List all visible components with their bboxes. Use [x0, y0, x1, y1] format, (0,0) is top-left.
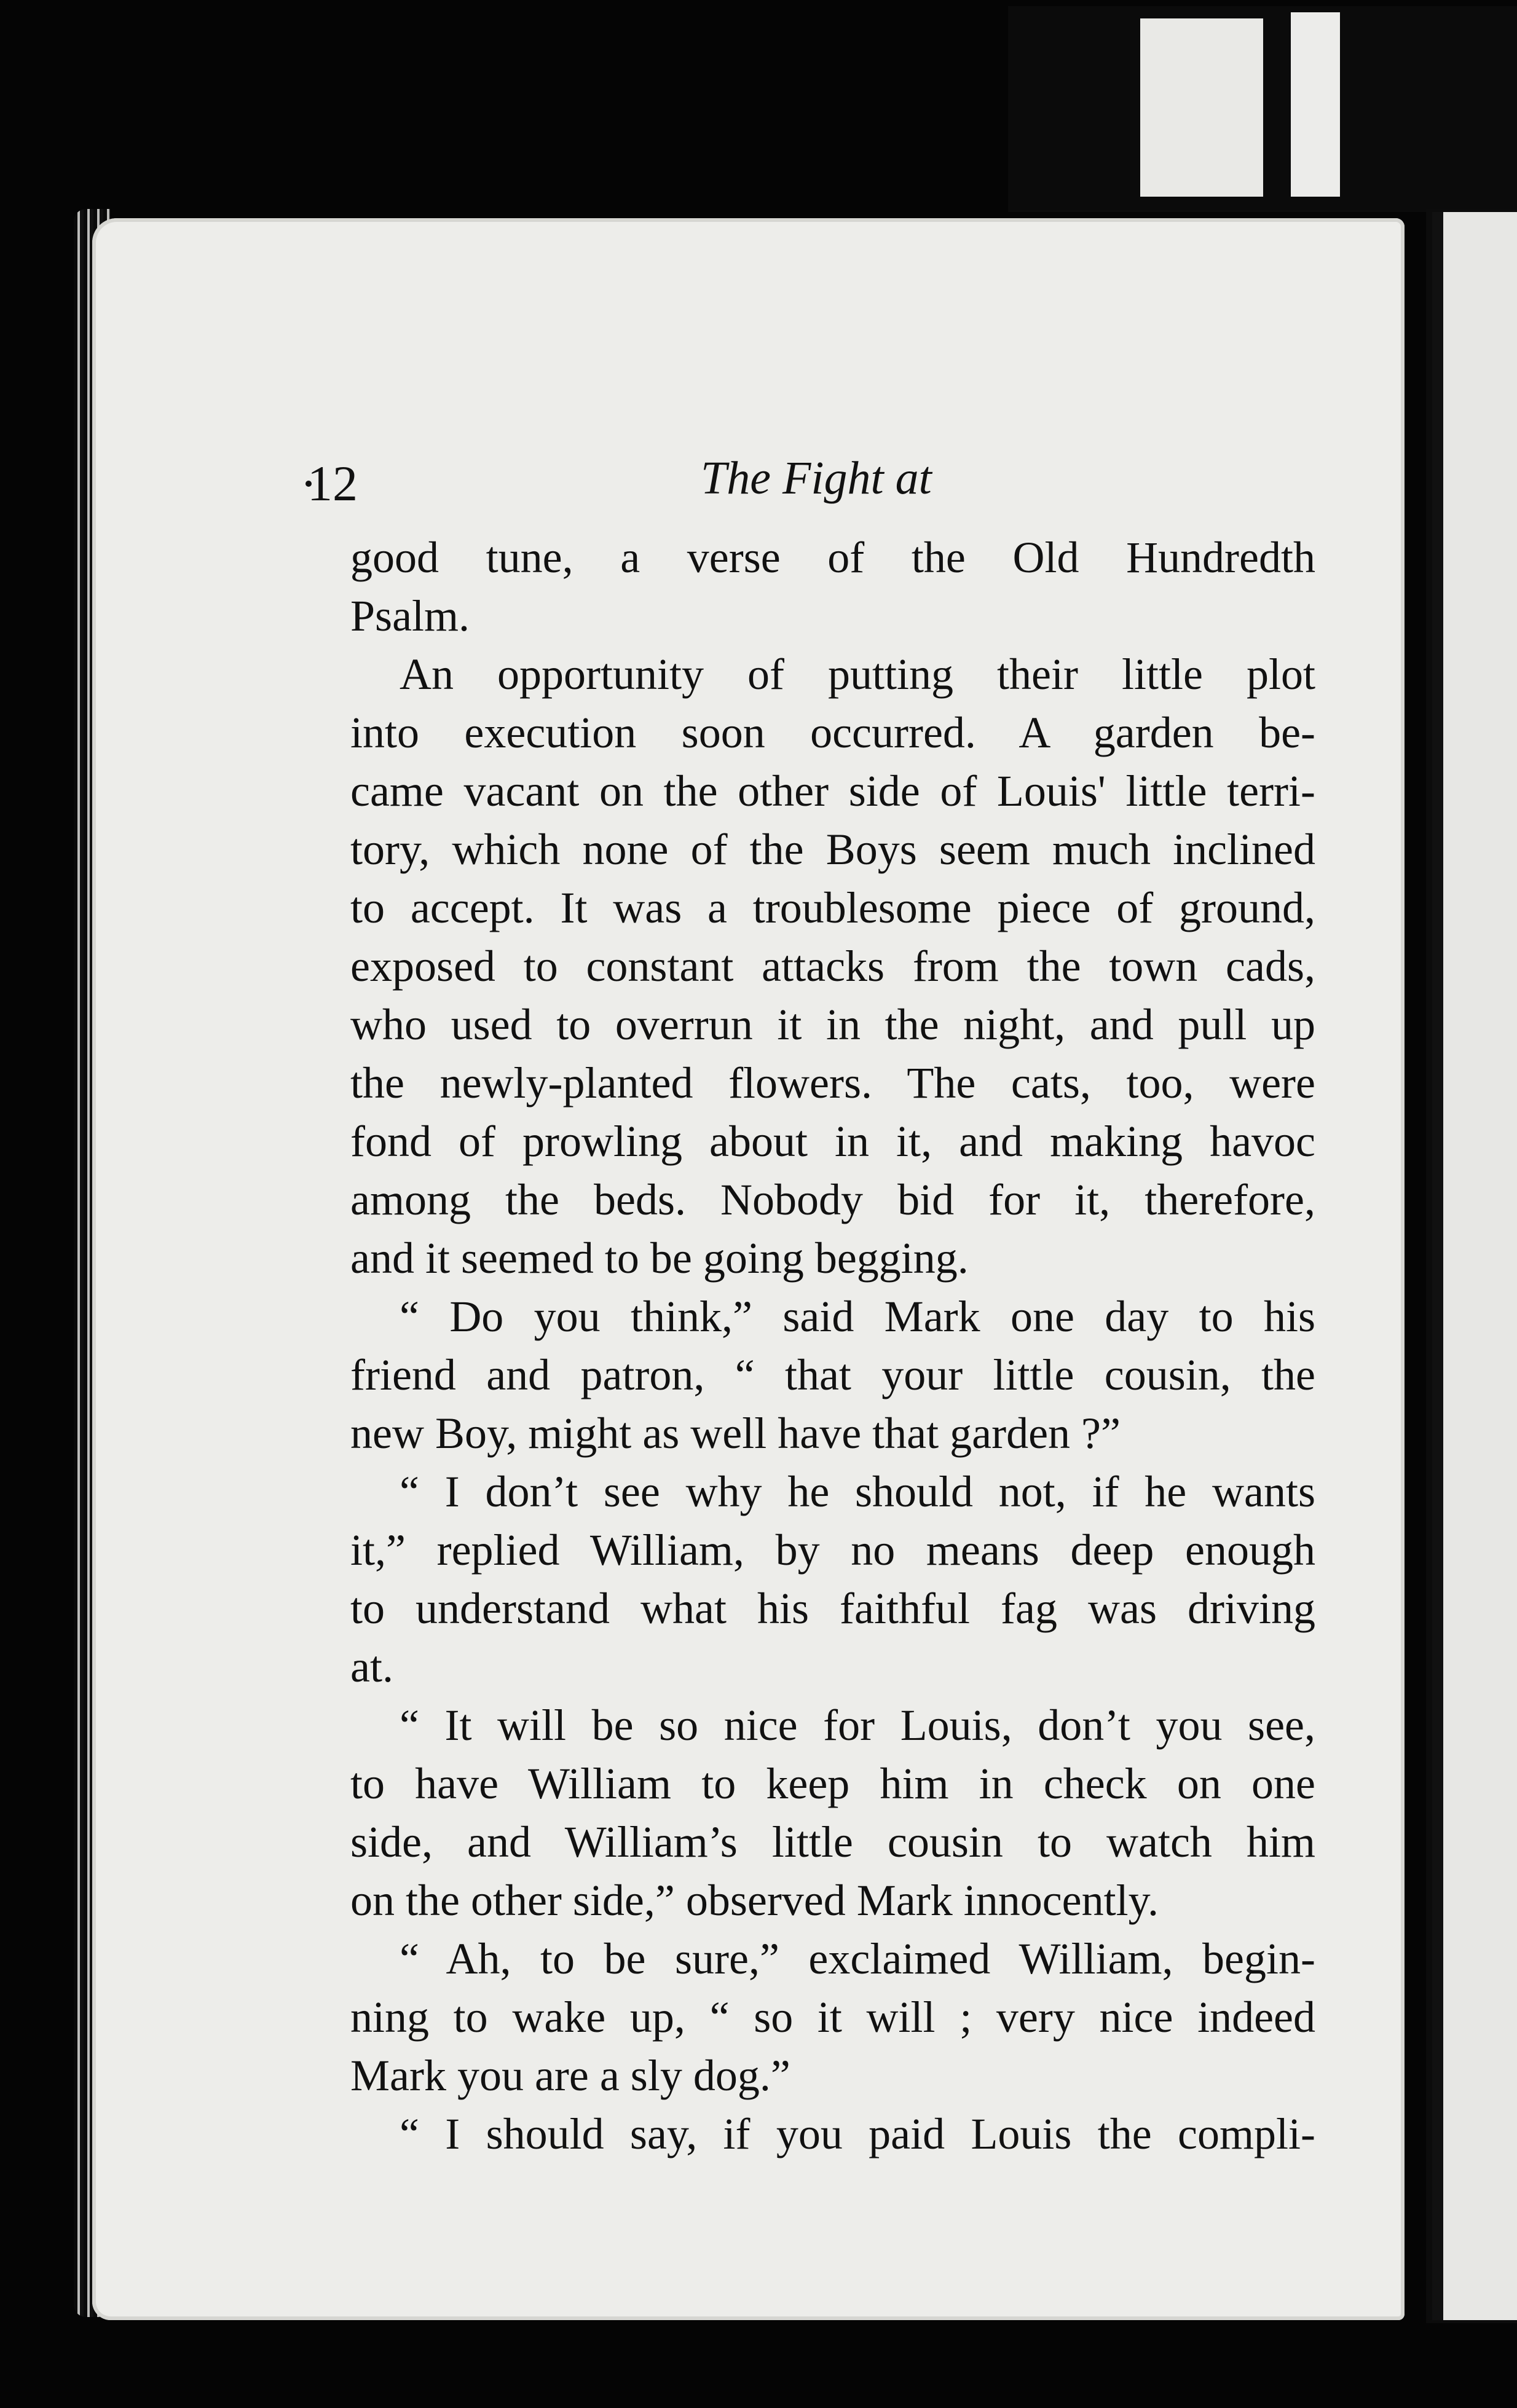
text-line: friend and patron, “ that your little cousin, the	[350, 1350, 1315, 1399]
text-line: “ Do you think,” said Mark one day to his	[400, 1292, 1315, 1341]
text-line: to accept. It was a troublesome piece of ground,	[350, 883, 1315, 932]
adjacent-page-fragment	[1140, 18, 1263, 197]
text-line: tory, which none of the Boys seem much inclined	[350, 825, 1315, 874]
body-text	[350, 529, 1315, 2163]
text-line: Psalm.	[350, 591, 470, 640]
text-line: on the other side,” observed Mark innocently.	[350, 1876, 1159, 1925]
page-number: 12	[307, 455, 358, 511]
text-line: “ I don’t see why he should not, if he wants	[400, 1467, 1315, 1516]
text-line: to understand what his faithful fag was driving	[350, 1584, 1315, 1633]
page-header	[307, 452, 1291, 529]
text-line: who used to overrun it in the night, and pull up	[350, 1000, 1315, 1049]
text-line: at.	[350, 1642, 393, 1691]
text-line: the newly-planted flowers. The cats, too, were	[350, 1058, 1315, 1108]
text-line: An opportunity of putting their little plot	[400, 650, 1315, 699]
text-line: “ Ah, to be sure,” exclaimed William, begin-	[400, 1934, 1315, 1983]
text-line: exposed to constant attacks from the town cads,	[350, 942, 1315, 991]
facing-page	[1432, 212, 1517, 2320]
text-line: good tune, a verse of the Old Hundredth	[350, 533, 1315, 582]
text-line: “ It will be so nice for Louis, don’t you see,	[400, 1701, 1315, 1750]
running-head: The Fight at	[701, 452, 932, 504]
text-line: and it seemed to be going begging.	[350, 1234, 969, 1283]
text-line: side, and William’s little cousin to watch him	[350, 1817, 1315, 1867]
text-line: to have William to keep him in check on one	[350, 1759, 1315, 1808]
text-line: “ I should say, if you paid Louis the compli-	[400, 2109, 1315, 2158]
text-line: into execution soon occurred. A garden be-	[350, 708, 1315, 757]
text-line: Mark you are a sly dog.”	[350, 2051, 790, 2100]
text-line: it,” replied William, by no means deep enough	[350, 1525, 1315, 1575]
text-line: ning to wake up, “ so it will ; very nice indeed	[350, 1993, 1315, 2042]
text-line: new Boy, might as well have that garden ?”	[350, 1409, 1121, 1458]
text-line: among the beds. Nobody bid for it, therefore,	[350, 1175, 1315, 1224]
text-line: came vacant on the other side of Louis' little terri-	[350, 766, 1315, 816]
adjacent-page-fragment	[1291, 12, 1340, 197]
text-line: fond of prowling about in it, and making havoc	[350, 1117, 1315, 1166]
